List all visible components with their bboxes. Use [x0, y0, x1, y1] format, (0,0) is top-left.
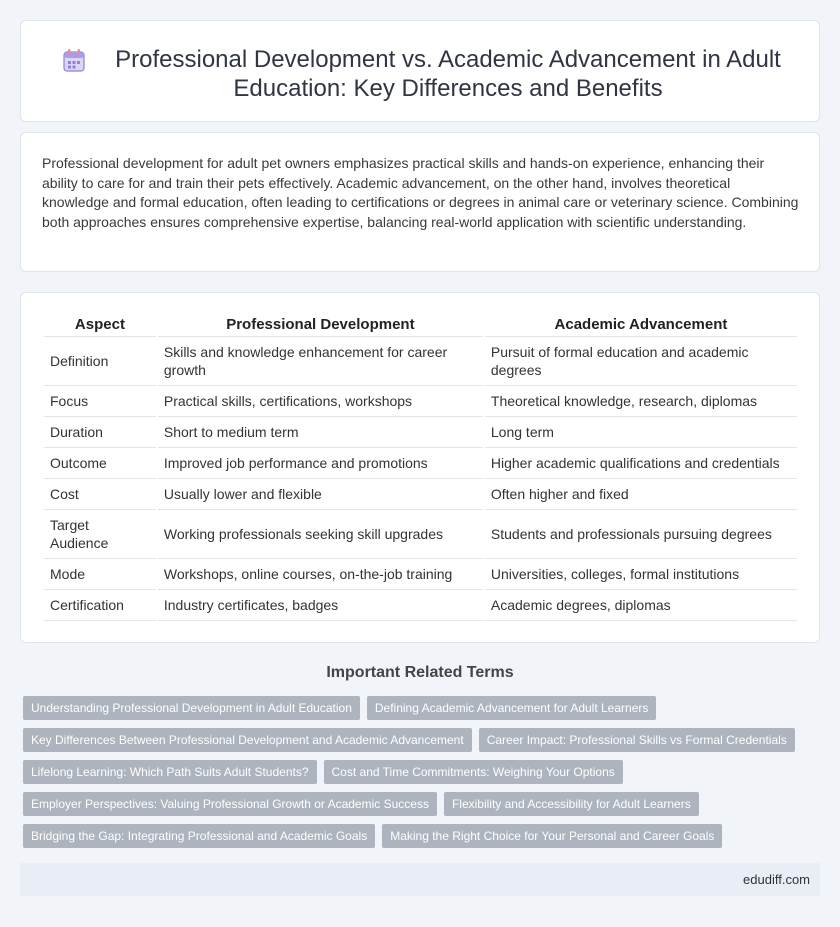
- related-term-tag[interactable]: Key Differences Between Professional Development and Academic Advancement: [23, 728, 472, 752]
- header-academic-advancement: Academic Advancement: [485, 315, 797, 337]
- professional-cell: Short to medium term: [158, 417, 483, 448]
- aspect-cell: Mode: [44, 559, 156, 590]
- header-professional-development: Professional Development: [158, 315, 483, 337]
- footer-brand-link[interactable]: edudiff.com: [743, 872, 810, 887]
- title-wrap: [61, 45, 789, 103]
- table-row: [44, 559, 797, 590]
- table-row: [44, 337, 797, 386]
- tag-row: [23, 824, 823, 848]
- academic-cell: Students and professionals pursuing degrees: [485, 510, 797, 559]
- table-row: [44, 448, 797, 479]
- professional-cell: Practical skills, certifications, workshops: [158, 386, 483, 417]
- table-row: [44, 590, 797, 621]
- academic-cell: Theoretical knowledge, research, diplomas: [485, 386, 797, 417]
- aspect-cell: Certification: [44, 590, 156, 621]
- related-term-tag[interactable]: Lifelong Learning: Which Path Suits Adult Students?: [23, 760, 317, 784]
- aspect-cell: Cost: [44, 479, 156, 510]
- related-term-tag[interactable]: Cost and Time Commitments: Weighing Your Options: [324, 760, 623, 784]
- tag-row: [23, 760, 823, 784]
- table-row: [44, 386, 797, 417]
- academic-cell: Pursuit of formal education and academic degrees: [485, 337, 797, 386]
- table-row: [44, 417, 797, 448]
- aspect-cell: Target Audience: [44, 510, 156, 559]
- professional-cell: Industry certificates, badges: [158, 590, 483, 621]
- related-terms-list: [23, 696, 823, 856]
- table-row: [44, 479, 797, 510]
- related-term-tag[interactable]: Defining Academic Advancement for Adult Learners: [367, 696, 657, 720]
- aspect-cell: Focus: [44, 386, 156, 417]
- aspect-cell: Duration: [44, 417, 156, 448]
- tag-row: [23, 728, 823, 752]
- professional-cell: Workshops, online courses, on-the-job training: [158, 559, 483, 590]
- aspect-cell: Definition: [44, 337, 156, 386]
- related-term-tag[interactable]: Understanding Professional Development in Adult Education: [23, 696, 360, 720]
- professional-cell: Improved job performance and promotions: [158, 448, 483, 479]
- table-header-row: [44, 315, 797, 337]
- footer: [20, 863, 820, 896]
- academic-cell: Universities, colleges, formal institutions: [485, 559, 797, 590]
- related-term-tag[interactable]: Employer Perspectives: Valuing Professional Growth or Academic Success: [23, 792, 437, 816]
- aspect-cell: Outcome: [44, 448, 156, 479]
- header-card: [20, 20, 820, 122]
- related-term-tag[interactable]: Making the Right Choice for Your Personal and Career Goals: [382, 824, 722, 848]
- academic-cell: Often higher and fixed: [485, 479, 797, 510]
- intro-paragraph: Professional development for adult pet owners emphasizes practical skills and hands-on experience, enhancing their ability to care for and train their pets effectively. Academic advancement, on the other hand, involves theoretical knowledge and formal education, often leading to certifications or degrees in animal care or veterinary science. Combining both approaches ensures comprehensive expertise, balancing real-world application with scientific understanding.: [42, 155, 799, 230]
- related-term-tag[interactable]: Flexibility and Accessibility for Adult Learners: [444, 792, 699, 816]
- comparison-card: [20, 292, 820, 643]
- academic-cell: Academic degrees, diplomas: [485, 590, 797, 621]
- header-aspect: Aspect: [44, 315, 156, 337]
- tag-row: [23, 792, 823, 816]
- professional-cell: Usually lower and flexible: [158, 479, 483, 510]
- comparison-table: [42, 315, 799, 621]
- calendar-icon: [61, 47, 87, 73]
- table-row: [44, 510, 797, 559]
- page-title: Professional Development vs. Academic Advancement in Adult Education: Key Differences and Benefits: [115, 46, 781, 102]
- professional-cell: Skills and knowledge enhancement for career growth: [158, 337, 483, 386]
- related-term-tag[interactable]: Bridging the Gap: Integrating Professional and Academic Goals: [23, 824, 375, 848]
- academic-cell: Higher academic qualifications and credentials: [485, 448, 797, 479]
- tag-row: [23, 696, 823, 720]
- related-term-tag[interactable]: Career Impact: Professional Skills vs Formal Credentials: [479, 728, 795, 752]
- professional-cell: Working professionals seeking skill upgrades: [158, 510, 483, 559]
- intro-card: [20, 132, 820, 272]
- related-terms-title: Important Related Terms: [326, 664, 514, 681]
- academic-cell: Long term: [485, 417, 797, 448]
